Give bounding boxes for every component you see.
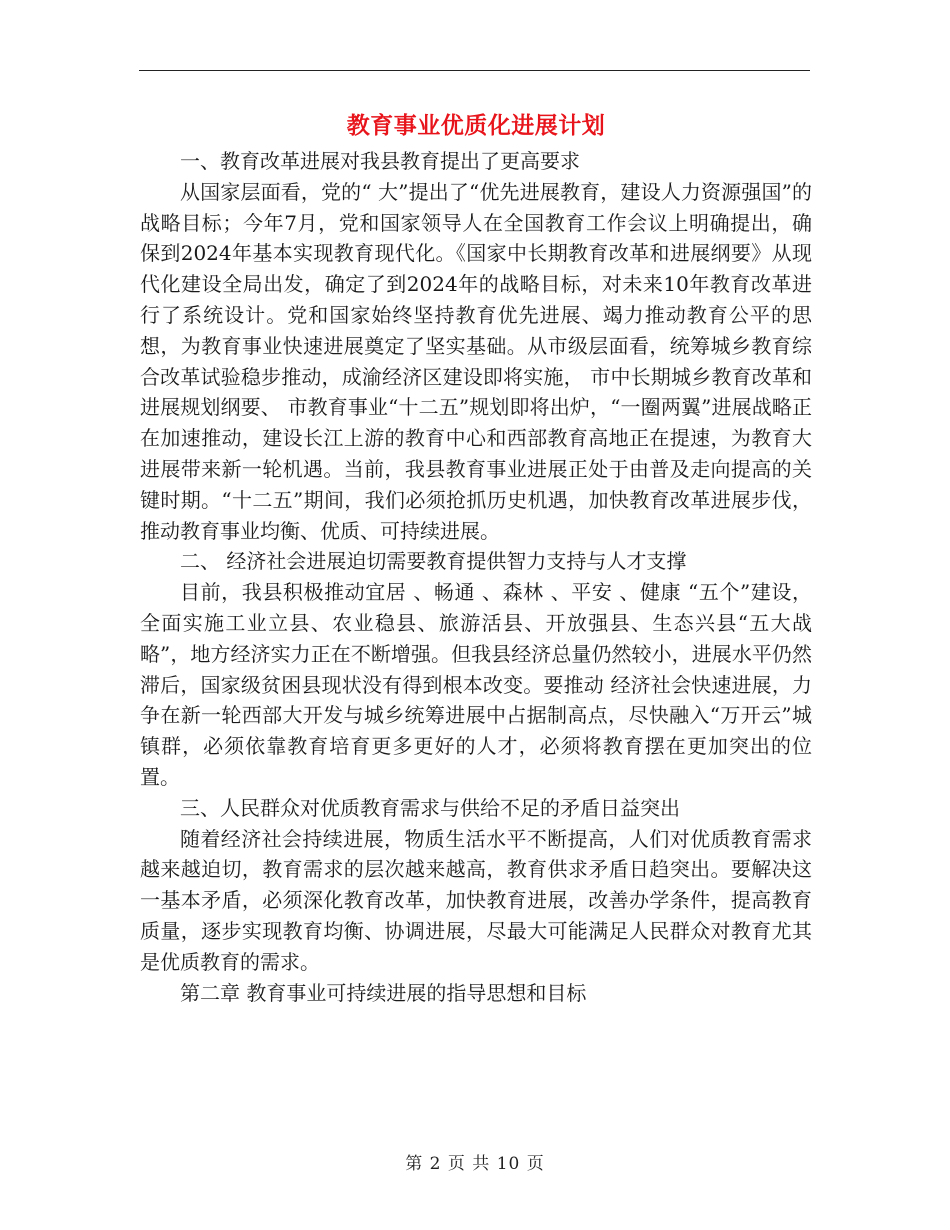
section-heading-2: 二、 经济社会进展迫切需要教育提供智力支持与人才支撑: [180, 549, 687, 574]
section-paragraph-2: 目前，我县积极推动宜居 、畅通 、森林 、平安 、健康 “五个”建设，全面实施工业立县、农业稳县、旅游活县、开放强县、生态兴县“五大战略”，地方经济实力正在不断增强。但我县经济总量仍然较小，进展水平仍然滞后，国家级贫困县现状没有得到根本改变。要推动 经济社会快速进展，力争在新一轮西部大开发与城乡统筹进展中占据制高点，尽快融入“万开云”城镇群，必须依靠教育培育更多更好的人才，必须将教育摆在更加突出的位置。: [140, 580, 812, 789]
section-paragraph-1: 从国家层面看，党的“ 大”提出了“优先进展教育，建设人力资源强国”的战略目标；今年7月，党和国家领导人在全国教育工作会议上明确提出，确保到2024年基本实现教育现代化。《国家中长期教育改革和进展纲要》从现代化建设全局出发，确定了到2024年的战略目标，对未来10年教育改革进行了系统设计。党和国家始终坚持教育优先进展、竭力推动教育公平的思想，为教育事业快速进展奠定了坚实基础。从市级层面看，统筹城乡教育综合改革试验稳步推动，成渝经济区建设即将实施， 市中长期城乡教育改革和进展规划纲要、 市教育事业“十二五”规划即将出炉，“一圈两翼”进展战略正在加速推动，建设长江上游的教育中心和西部教育高地正在提速，为教育大进展带来新一轮机遇。当前，我县教育事业进展正处于由普及走向提高的关键时期。“十二五”期间，我们必须抢抓历史机遇，加快教育改革进展步伐，推动教育事业均衡、优质、可持续进展。: [140, 179, 812, 543]
document-title: 教育事业优质化进展计划: [346, 112, 606, 139]
section-paragraph-3: 随着经济社会持续进展，物质生活水平不断提高，人们对优质教育需求越来越迫切，教育需求的层次越来越高，教育供求矛盾日趋突出。要解决这一基本矛盾，必须深化教育改革，加快教育进展，改善办学条件，提高教育质量，逐步实现教育均衡、协调进展，尽最大可能满足人民群众对教育尤其是优质教育的需求。: [140, 826, 812, 974]
section-heading-1: 一、教育改革进展对我县教育提出了更高要求: [180, 149, 580, 173]
section-heading-3: 三、人民群众对优质教育需求与供给不足的矛盾日益突出: [180, 795, 680, 820]
header-rule: [139, 70, 810, 71]
document-body: [140, 108, 812, 1008]
page-number-footer: 第 2 页 共 10 页: [405, 1154, 545, 1174]
chapter-heading: 第二章 教育事业可持续进展的指导思想和目标: [180, 980, 587, 1005]
